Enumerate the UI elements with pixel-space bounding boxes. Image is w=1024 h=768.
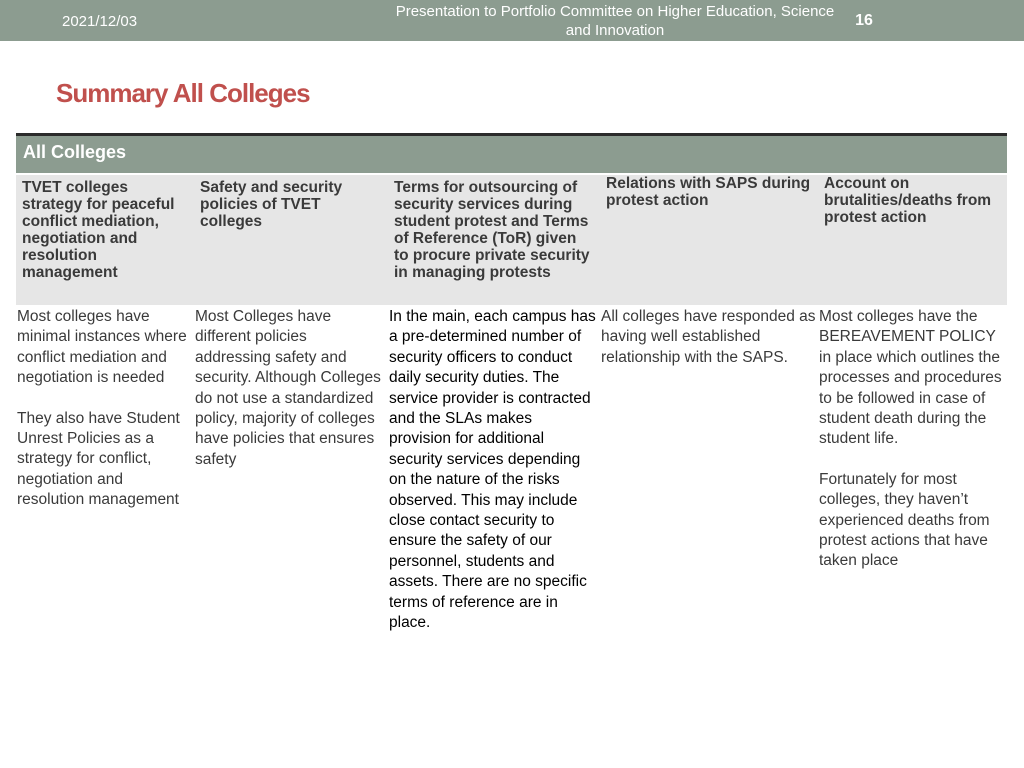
- column-header-outsourcing-terms: Terms for outsourcing of security services during student protest and Terms of Reference (ToR) given to procure private security in managing protests: [394, 179, 590, 281]
- cell-paragraph: Fortunately for most colleges, they haven’t experienced deaths from protest actions that have taken place: [819, 470, 990, 570]
- slide-title: Summary All Colleges: [56, 78, 310, 108]
- cell-paragraph: In the main, each campus has a pre-determined number of security officers to conduct daily security duties. The service provider is contracted and the SLAs makes provision for additional security services depending on the nature of the risks observed. This may include close contact security to ensure the safety of our personnel, students and assets. There are no specific terms of reference are in place.: [389, 308, 596, 632]
- slide-date: 2021/12/03: [62, 13, 138, 30]
- column-header-brutalities-deaths: Account on brutalities/deaths from protest action: [824, 175, 992, 226]
- column-header-safety-policies: Safety and security policies of TVET colleges: [200, 179, 343, 230]
- slide-header-bar: [0, 0, 1024, 41]
- table-cell-outsourcing-terms: [388, 305, 600, 634]
- table-header-row: [16, 173, 1007, 305]
- slide-number: 16: [855, 12, 873, 29]
- table-banner: All Colleges: [16, 133, 1007, 173]
- cell-paragraph: Most Colleges have different policies addressing safety and security. Although Colleges do not use a standardized policy, majority of colleges have policies that ensures safety: [195, 308, 381, 468]
- column-header-conflict-strategy: TVET colleges strategy for peaceful conflict mediation, negotiation and resolution management: [22, 179, 175, 281]
- cell-paragraph: Most colleges have minimal instances where conflict mediation and negotiation is needed: [17, 308, 187, 387]
- column-header-saps-relations: Relations with SAPS during protest action: [606, 175, 811, 209]
- presentation-title: Presentation to Portfolio Committee on Higher Education, Science and Innovation: [395, 3, 835, 39]
- cell-paragraph: They also have Student Unrest Policies as a strategy for conflict, negotiation and resolution management: [17, 409, 180, 509]
- table-cell-safety-policies: [194, 305, 388, 634]
- table-cell-conflict-strategy: [16, 305, 194, 634]
- table-cell-brutalities-deaths: [818, 305, 1007, 634]
- table-row: [16, 305, 1007, 634]
- cell-paragraph: Most colleges have the BEREAVEMENT POLICY in place which outlines the processes and procedures to be followed in case of student death during the student life.: [819, 308, 1002, 448]
- table-cell-saps-relations: [600, 305, 818, 634]
- summary-table: [16, 133, 1007, 634]
- cell-paragraph: All colleges have responded as having well established relationship with the SAPS.: [601, 308, 816, 366]
